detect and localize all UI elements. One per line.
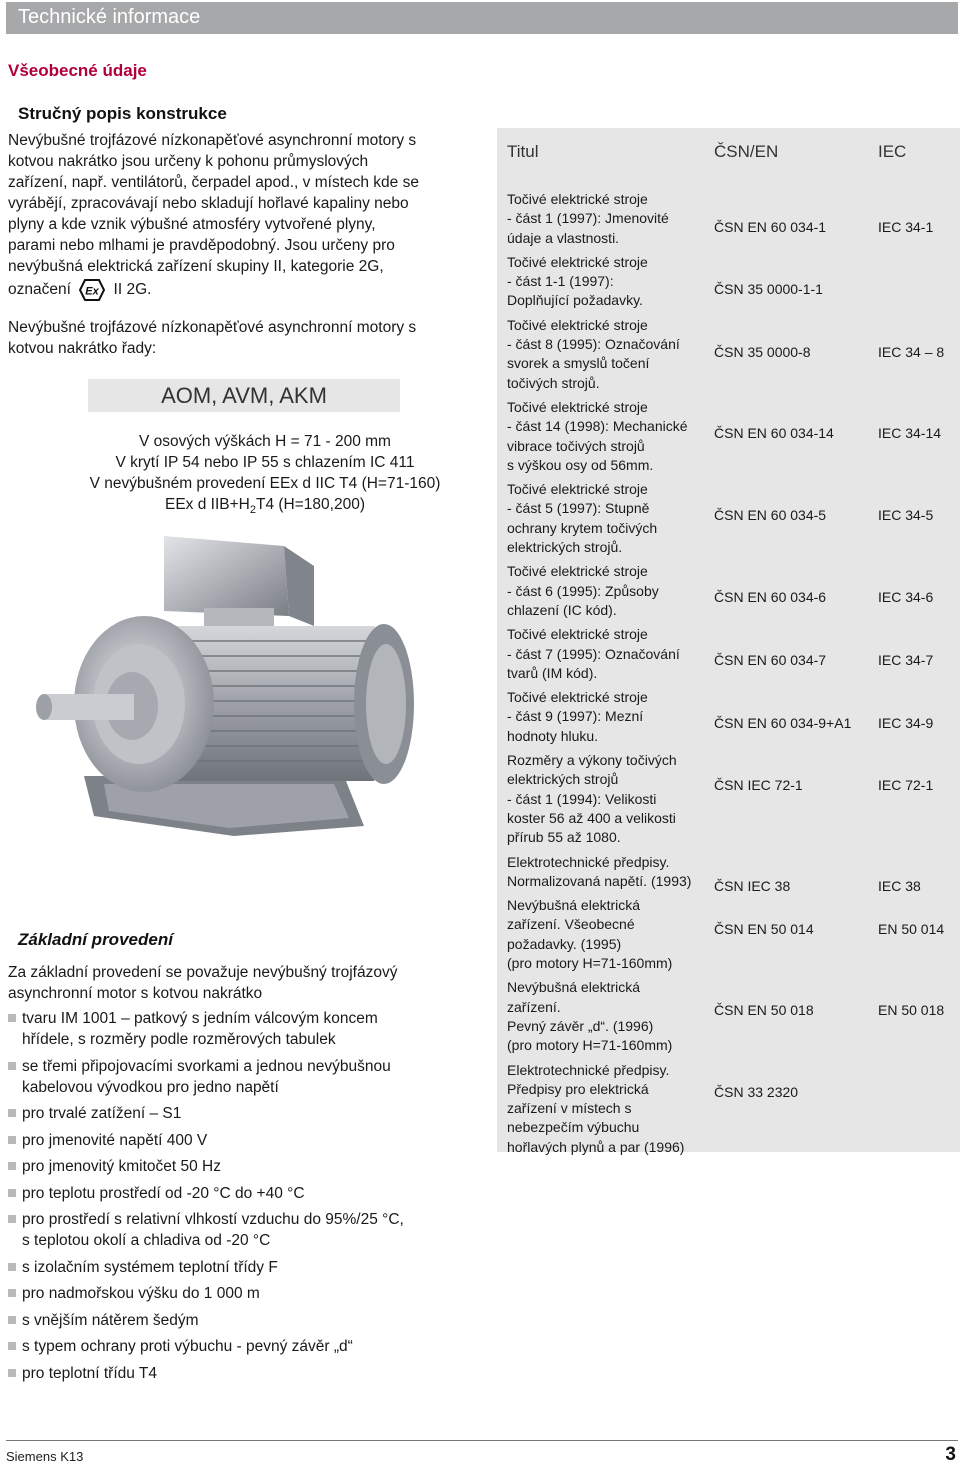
cell-iec: IEC 34 – 8 <box>878 343 945 360</box>
cell-csn: ČSN IEC 38 <box>714 877 791 894</box>
basic-list-item-line: pro jmenovitý kmitočet 50 Hz <box>22 1158 221 1175</box>
cell-title-line: - část 6 (1995): Způsoby <box>507 582 659 599</box>
basic-list-item-line: pro nadmořskou výšku do 1 000 m <box>22 1285 260 1302</box>
cell-csn: ČSN 35 0000-1-1 <box>714 280 823 297</box>
marking-suffix: II 2G. <box>113 281 152 298</box>
cell-title-line: vibrace točivých strojů <box>507 437 645 454</box>
cell-title-line: s výškou osy od 56mm. <box>507 456 654 473</box>
basic-list-item-line: s izolačním systémem teplotní třídy F <box>22 1258 278 1276</box>
cell-title-line: Nevýbušná elektrická <box>507 897 641 914</box>
cell-csn: ČSN IEC 72-1 <box>714 776 803 793</box>
cell-csn: ČSN EN 60 034-9+A1 <box>714 714 852 731</box>
basic-list-item-line: s typem ochrany proti výbuchu - pevný závěr „d“ <box>22 1338 353 1355</box>
basic-list-item-line: pro jmenovité napětí 400 V <box>22 1131 208 1149</box>
cell-title-line: nebezpečím výbuchu <box>507 1119 640 1136</box>
cell-iec: IEC 34-5 <box>878 506 934 523</box>
cell-title-line: tvarů (IM kód). <box>507 664 598 681</box>
cell-title-line: Točivé elektrické stroje <box>507 689 648 706</box>
cell-iec: IEC 34-1 <box>878 219 934 235</box>
cell-title-line: (pro motory H=71-160mm) <box>507 1037 673 1054</box>
cell-title-line: - část 1 (1997): Jmenovité <box>507 210 669 227</box>
cell-title-line: Předpisy pro elektrická <box>507 1080 649 1097</box>
svg-text:Ex: Ex <box>85 285 99 298</box>
cell-title <box>507 751 712 847</box>
construction-line: kotvou nakrátko řady: <box>8 340 157 357</box>
basic-heading: Základní provedení <box>18 930 173 949</box>
basic-list-item-line: pro teplotu prostředí od -20 °C do +40 °C <box>22 1184 305 1202</box>
column-header-title: Titul <box>507 142 539 161</box>
construction-paragraph-2 <box>8 317 478 359</box>
basic-intro-line: asynchronní motor s kotvou nakrátko <box>8 985 263 1002</box>
construction-line: parami nebo mlhami je pravděpodobný. Jsou určeny pro <box>8 237 395 254</box>
basic-list-item-line: se třemi připojovacími svorkami a jednou nevýbušnou <box>22 1057 391 1075</box>
cell-title-line: elektrických strojů <box>507 771 619 788</box>
basic-list-item <box>8 1156 488 1177</box>
construction-text <box>8 130 478 359</box>
cell-title <box>507 398 712 475</box>
basic-list-item-line: s teplotou okolí a chladiva od -20 °C <box>22 1232 271 1249</box>
cell-title-line: - část 9 (1997): Mezní <box>507 708 644 725</box>
basic-list-item-line: pro teplotní třídu T4 <box>22 1364 157 1382</box>
construction-line: nevýbušná elektrická zařízení skupiny II, kategorie 2G, <box>8 258 384 275</box>
cell-title-line: - část 8 (1995): Označování <box>507 336 680 353</box>
cell-iec: EN 50 018 <box>878 1001 945 1018</box>
cell-title-line: Točivé elektrické stroje <box>507 253 648 270</box>
marking-prefix: označení <box>8 281 71 298</box>
basic-list-item <box>8 1257 488 1278</box>
spec-line: V krytí IP 54 nebo IP 55 s chlazením IC 411 <box>115 454 415 471</box>
cell-title-line: - část 5 (1997): Stupně <box>507 500 650 517</box>
cell-title <box>507 253 712 311</box>
cell-title-line: Elektrotechnické předpisy. <box>507 853 670 870</box>
basic-intro <box>8 962 478 1004</box>
cell-csn: ČSN EN 50 014 <box>714 920 814 937</box>
column-header-csn: ČSN/EN <box>714 142 779 161</box>
cell-iec: IEC 34-14 <box>878 425 942 441</box>
basic-list-item-line: kabelovou vývodkou pro jedno napětí <box>22 1078 279 1096</box>
basic-list <box>8 1008 488 1389</box>
basic-list-item-line: hřídele, s rozměry podle rozměrových tabulek <box>22 1031 336 1048</box>
cell-title-line: Točivé elektrické stroje <box>507 563 648 580</box>
cell-title-line: hodnoty hluku. <box>507 727 599 744</box>
basic-list-item <box>8 1056 488 1098</box>
cell-title-line: zařízení. Všeobecné <box>507 916 635 933</box>
cell-title <box>507 1061 712 1157</box>
cell-title-line: ochrany krytem točivých <box>507 519 658 536</box>
page-number: 3 <box>945 1444 956 1465</box>
construction-paragraph-1 <box>8 130 478 277</box>
construction-line: kotvou nakrátko jsou určeny k pohonu průmyslových <box>8 153 369 170</box>
construction-line: Nevýbušné trojfázové nízkonapěťové asynchronní motory s <box>8 132 417 149</box>
cell-title-line: zařízení v místech s <box>507 1100 632 1117</box>
series-name: AOM, AVM, AKM <box>161 383 327 408</box>
construction-line: vyrábějí, zpracovávají nebo skladují hořlavé kapaliny nebo <box>8 195 409 212</box>
cell-title-line: přírub 55 až 1080. <box>507 829 621 846</box>
cell-title-line: Točivé elektrické stroje <box>507 316 648 333</box>
cell-title-line: chlazení (IC kód). <box>507 601 617 618</box>
cell-csn: ČSN EN 60 034-1 <box>714 219 827 235</box>
cell-title <box>507 978 712 1055</box>
cell-iec: IEC 34-6 <box>878 588 934 605</box>
cell-title <box>507 853 712 892</box>
cell-title <box>507 190 712 248</box>
header-band <box>6 2 958 34</box>
cell-title-line: zařízení. <box>507 998 561 1015</box>
basic-list-item <box>8 1103 488 1124</box>
cell-title-line: koster 56 až 400 a velikosti <box>507 809 676 826</box>
footer-publication: Siemens K13 <box>6 1449 84 1464</box>
spec-line: V nevýbušném provedení EEx d IIC T4 (H=71-160) <box>89 475 441 492</box>
basic-list-item-line: tvaru IM 1001 – patkový s jedním válcovým koncem <box>22 1010 378 1027</box>
cell-title <box>507 625 712 683</box>
cell-title-line: - část 14 (1998): Mechanické <box>507 418 688 435</box>
basic-list-item <box>8 1183 488 1204</box>
cell-title-line: Točivé elektrické stroje <box>507 399 648 415</box>
cell-csn: ČSN EN 50 018 <box>714 1001 814 1018</box>
cell-title-line: Elektrotechnické předpisy. <box>507 1061 670 1078</box>
cell-title-line: (pro motory H=71-160mm) <box>507 955 673 972</box>
cell-title-line: elektrických strojů. <box>507 539 623 556</box>
spec-lines <box>0 431 530 521</box>
cell-title-line: svorek a smyslů točení <box>507 355 650 372</box>
construction-heading: Stručný popis konstrukce <box>18 104 227 123</box>
cell-title-line: hořlavých plynů a par (1996) <box>507 1138 685 1155</box>
cell-title-line: točivých strojů. <box>507 374 600 391</box>
cell-iec: IEC 34-7 <box>878 651 934 668</box>
basic-list-item-line: pro prostředí s relativní vlhkostí vzduchu do 95%/25 °C, <box>22 1211 404 1228</box>
cell-title-line: Nevýbušná elektrická <box>507 979 641 996</box>
basic-list-item <box>8 1310 488 1331</box>
cell-csn: ČSN EN 60 034-6 <box>714 588 827 605</box>
ex-hexagon-icon <box>79 279 105 301</box>
cell-title-line: Točivé elektrické stroje <box>507 626 648 643</box>
basic-intro-line: Za základní provedení se považuje nevýbušný trojfázový <box>8 964 398 981</box>
section-title: Všeobecné údaje <box>8 61 147 80</box>
cell-title-line: požadavky. (1995) <box>507 935 622 952</box>
cell-title-line: - část 1-1 (1997): <box>507 273 614 290</box>
construction-line: plyny a kde vznik výbušné atmosféry vytvořené plyny, <box>8 216 376 233</box>
spec-line-explosion-group <box>0 494 530 521</box>
cell-csn: ČSN EN 60 034-7 <box>714 651 827 668</box>
cell-title <box>507 562 712 620</box>
cell-csn: ČSN 35 0000-8 <box>714 343 811 360</box>
cell-title <box>507 316 712 393</box>
basic-list-item <box>8 1336 488 1357</box>
motor-illustration <box>14 526 444 846</box>
cell-title-line: Doplňující požadavky. <box>507 292 643 309</box>
construction-line: Nevýbušné trojfázové nízkonapěťové asynchronní motory s <box>8 319 417 336</box>
marking-line <box>8 277 478 303</box>
cell-title <box>507 688 712 746</box>
column-header-iec: IEC <box>878 142 907 161</box>
series-box <box>88 379 400 412</box>
cell-title-line: Točivé elektrické stroje <box>507 191 648 207</box>
cell-iec: IEC 34-9 <box>878 714 934 731</box>
basic-list-item <box>8 1283 488 1304</box>
cell-csn: ČSN EN 60 034-5 <box>714 506 827 523</box>
spec-part-a: EEx d IIB+H <box>165 496 250 513</box>
spec-line: V osových výškách H = 71 - 200 mm <box>139 433 391 450</box>
basic-list-item-line: pro trvalé zatížení – S1 <box>22 1105 182 1122</box>
basic-list-item <box>8 1363 488 1384</box>
cell-title-line: Pevný závěr „d“. (1996) <box>507 1017 654 1034</box>
basic-list-item <box>8 1130 488 1151</box>
cell-title-line: Točivé elektrické stroje <box>507 481 648 498</box>
spec-part-b: T4 (H=180,200) <box>255 496 365 513</box>
cell-title <box>507 896 712 973</box>
construction-line: zařízení, např. ventilátorů, čerpadel apod., v místech kde se <box>8 174 419 191</box>
basic-list-item-line: s vnějším nátěrem šedým <box>22 1311 199 1329</box>
spec-subscript: 2 <box>249 504 256 517</box>
page-title: Technické informace <box>18 6 201 28</box>
basic-list-item <box>8 1008 488 1050</box>
cell-csn: ČSN EN 60 034-14 <box>714 425 834 441</box>
cell-iec: IEC 38 <box>878 877 921 894</box>
basic-list-item <box>8 1209 488 1251</box>
cell-csn: ČSN 33 2320 <box>714 1083 799 1100</box>
cell-iec: IEC 72-1 <box>878 776 934 793</box>
cell-title-line: Rozměry a výkony točivých <box>507 752 677 769</box>
cell-title-line: - část 1 (1994): Velikosti <box>507 790 657 807</box>
cell-title-line: údaje a vlastnosti. <box>507 229 620 246</box>
cell-title <box>507 480 712 557</box>
cell-title-line: Normalizovaná napětí. (1993) <box>507 872 692 889</box>
cell-title-line: - část 7 (1995): Označování <box>507 645 680 662</box>
cell-iec: EN 50 014 <box>878 920 945 937</box>
footer-rule <box>6 1440 958 1441</box>
